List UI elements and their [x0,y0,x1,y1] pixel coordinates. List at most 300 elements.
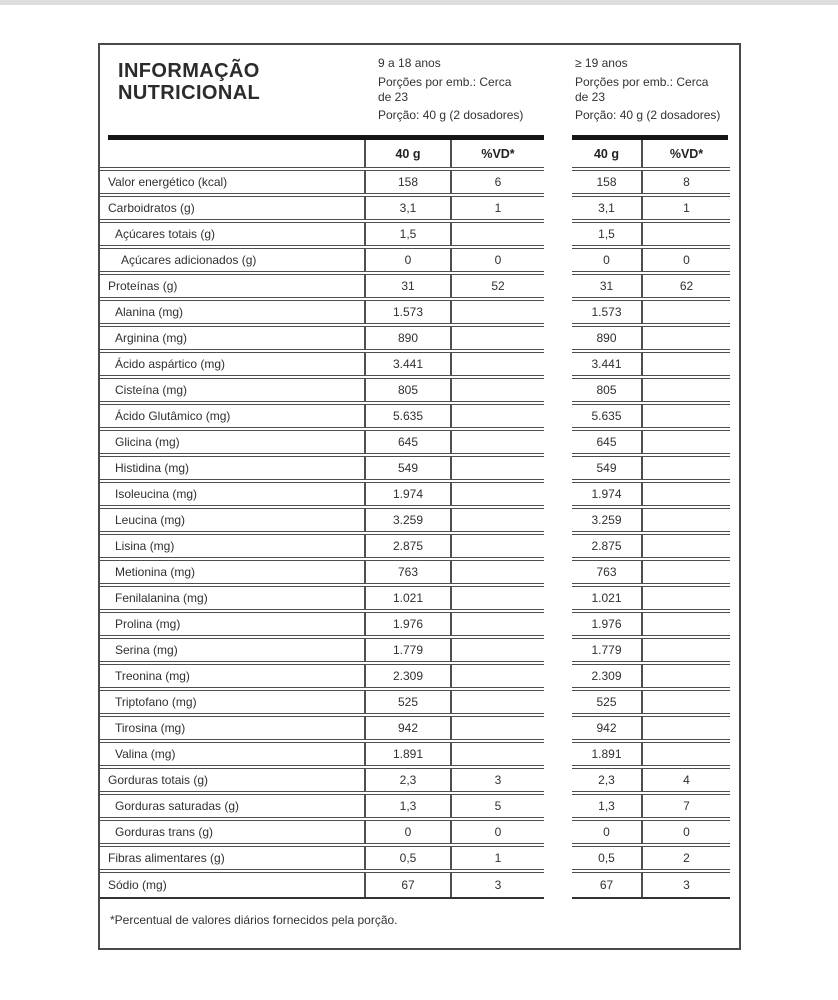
value-g1-amount: 0 [366,249,452,271]
row-segment-right [572,561,730,587]
nutrient-name: Serina (mg) [115,643,178,657]
nutrient-row [100,275,739,301]
value-g2-amount: 3.259 [572,509,643,531]
column-gap [544,249,572,275]
panel-title [118,60,260,104]
row-segment-left [100,197,544,223]
value-g2-amount: 1.573 [572,301,643,323]
column-gap [544,509,572,535]
column-gap [544,301,572,327]
nutrient-name-cell [100,379,366,401]
row-segment-right [572,535,730,561]
nutrient-row [100,457,739,483]
value-g1-vd [452,717,544,739]
value-g1-vd: 3 [494,878,502,892]
nutrient-name: Lisina (mg) [115,539,175,553]
nutrient-row [100,769,739,795]
panel-title-line2: NUTRICIONAL [118,82,261,104]
row-segment-right [572,743,730,769]
nutrient-name: Valor energético (kcal) [108,175,228,189]
nutrient-name: Valina (mg) [115,747,176,761]
nutrient-name-cell [100,665,366,687]
nutrient-name-cell [100,717,366,739]
nutrient-row [100,821,739,847]
value-g1-vd: 0 [494,825,502,839]
column-header-g1-vd: %VD* [481,146,515,161]
value-g2-amount: 805 [572,379,643,401]
column-gap [544,171,572,197]
value-g1-amount: 0 [366,821,452,843]
value-g2-vd: 4 [683,773,690,787]
value-g1-vd [452,613,544,635]
value-g1-amount: 1.021 [366,587,452,609]
row-segment-left [100,743,544,769]
value-g2-vd: 7 [683,799,690,813]
value-g1-vd [452,587,544,609]
row-segment-right [572,613,730,639]
nutrient-name-cell [100,613,366,635]
value-g1-vd [452,639,544,661]
nutrient-name: Alanina (mg) [115,305,184,319]
column-gap [544,587,572,613]
column-header-spacer [100,140,366,167]
nutrient-name: Treonina (mg) [115,669,190,683]
row-segment-left [100,327,544,353]
value-g1-amount: 2.875 [366,535,452,557]
row-segment-left [100,769,544,795]
value-g2-vd [643,691,730,713]
nutrient-name: Prolina (mg) [115,617,181,631]
value-g2-amount: 3.441 [572,353,643,375]
nutrient-row [100,561,739,587]
nutrient-name-cell [100,795,366,817]
column-header-g2-amount: 40 g [572,140,643,167]
nutrition-facts-panel [98,43,741,950]
column-gap [544,821,572,847]
nutrient-name: Metionina (mg) [115,565,196,579]
value-g1-amount: 158 [366,171,452,193]
column-gap [544,140,572,171]
column-gap [544,873,572,899]
value-g1-amount: 1.779 [366,639,452,661]
value-g2-amount: 763 [572,561,643,583]
value-g2-amount: 890 [572,327,643,349]
row-segment-right [572,847,730,873]
age-group-2-servings: Porções por emb.: Cerca de 23 [575,74,709,104]
value-g1-vd: 3 [494,773,502,787]
value-g2-amount: 0,5 [572,847,643,869]
nutrient-name-cell [100,691,366,713]
nutrient-name-cell [100,431,366,453]
column-gap [544,431,572,457]
column-gap [544,223,572,249]
column-gap [544,665,572,691]
row-segment-left [100,535,544,561]
value-g1-amount: 2.309 [366,665,452,687]
column-gap [544,327,572,353]
nutrient-name: Leucina (mg) [115,513,186,527]
value-g2-vd [643,613,730,635]
column-gap [544,691,572,717]
age-group-2-portion: Porção: 40 g (2 dosadores) [575,107,721,122]
value-g2-vd [643,639,730,661]
row-segment-left [100,379,544,405]
nutrient-name-cell [100,873,366,897]
panel-header [100,45,739,135]
row-segment-left [100,431,544,457]
column-gap [544,405,572,431]
nutrient-name-cell [100,587,366,609]
row-segment-right [572,873,730,899]
value-g2-amount: 0 [572,821,643,843]
row-segment-right [572,327,730,353]
value-g2-vd [643,717,730,739]
nutrient-name: Histidina (mg) [115,461,190,475]
panel-title-line1: INFORMAÇÃO [118,60,260,82]
value-g2-amount: 31 [572,275,643,297]
nutrient-name: Ácido aspártico (mg) [115,357,226,371]
value-g1-amount: 5.635 [366,405,452,427]
value-g1-vd [452,561,544,583]
age-group-1-portion: Porção: 40 g (2 dosadores) [378,107,524,122]
row-segment-left [100,249,544,275]
value-g1-vd: 6 [494,175,502,189]
value-g2-amount: 1,3 [572,795,643,817]
row-segment-right [572,301,730,327]
value-g1-amount: 763 [366,561,452,583]
value-g2-vd [643,743,730,765]
value-g1-vd [452,223,544,245]
nutrient-name-cell [100,353,366,375]
column-gap [544,561,572,587]
value-g2-vd: 3 [683,878,690,892]
nutrient-name-cell [100,509,366,531]
column-gap [544,275,572,301]
row-segment-right [572,353,730,379]
value-g1-vd [452,353,544,375]
value-g2-amount: 158 [572,171,643,193]
column-header-g2-vd: %VD* [669,146,704,161]
nutrient-name: Gorduras saturadas (g) [115,799,240,813]
value-g2-vd: 0 [683,253,690,267]
row-segment-left [100,483,544,509]
row-segment-right [572,509,730,535]
nutrient-row [100,301,739,327]
column-gap [544,535,572,561]
nutrient-name: Proteínas (g) [108,279,178,293]
age-group-1-header [378,56,524,123]
value-g2-vd [643,561,730,583]
value-g1-vd: 52 [491,279,505,293]
nutrient-name: Açúcares totais (g) [115,227,216,241]
value-g2-vd [643,223,730,245]
value-g1-vd [452,509,544,531]
photo-edge-top [0,0,838,5]
nutrient-row [100,743,739,769]
row-segment-right [572,821,730,847]
nutrient-name-cell [100,847,366,869]
nutrient-name: Sódio (mg) [108,878,167,892]
value-g2-vd [643,327,730,349]
row-segment-right [572,483,730,509]
nutrient-name: Glicina (mg) [115,435,180,449]
value-g2-amount: 525 [572,691,643,713]
nutrient-row [100,509,739,535]
column-gap [544,795,572,821]
row-segment-right [572,691,730,717]
column-header-row [100,140,739,171]
nutrient-name: Tirosina (mg) [115,721,186,735]
value-g2-vd: 0 [683,825,690,839]
row-segment-left [100,821,544,847]
nutrient-name-cell [100,457,366,479]
nutrient-name: Gorduras totais (g) [108,773,209,787]
nutrient-row [100,223,739,249]
value-g1-vd [452,457,544,479]
nutrient-row [100,405,739,431]
row-segment-right [572,587,730,613]
value-g2-amount: 942 [572,717,643,739]
value-g2-amount: 645 [572,431,643,453]
nutrient-row [100,587,739,613]
nutrient-name-cell [100,743,366,765]
value-g1-vd [452,483,544,505]
row-segment-right [572,275,730,301]
nutrient-row [100,431,739,457]
value-g2-amount: 1.891 [572,743,643,765]
value-g1-amount: 31 [366,275,452,297]
age-group-2-header [575,56,721,123]
value-g1-vd: 0 [494,253,502,267]
value-g2-amount: 1.974 [572,483,643,505]
value-g2-amount: 5.635 [572,405,643,427]
column-gap [544,847,572,873]
value-g2-amount: 2,3 [572,769,643,791]
nutrient-row [100,717,739,743]
value-g2-vd [643,587,730,609]
column-gap [544,483,572,509]
row-segment-right [572,431,730,457]
value-g1-amount: 942 [366,717,452,739]
value-g1-amount: 1.976 [366,613,452,635]
value-g1-vd [452,379,544,401]
value-g1-amount: 3.259 [366,509,452,531]
row-segment-left [100,405,544,431]
row-segment-right [572,639,730,665]
value-g1-amount: 0,5 [366,847,452,869]
nutrient-name: Carboidratos (g) [108,201,195,215]
value-g1-amount: 890 [366,327,452,349]
age-group-1-range: 9 a 18 anos [378,56,441,70]
row-segment-right [572,223,730,249]
nutrient-row [100,691,739,717]
value-g1-amount: 3.441 [366,353,452,375]
value-g1-vd: 1 [494,201,502,215]
value-g1-vd [452,327,544,349]
value-g1-vd [452,665,544,687]
value-g2-vd: 8 [683,175,690,189]
row-segment-right [572,665,730,691]
nutrient-name-cell [100,223,366,245]
age-group-2-range: ≥ 19 anos [575,56,628,70]
value-g1-amount: 645 [366,431,452,453]
value-g2-vd [643,509,730,531]
value-g1-amount: 1,5 [366,223,452,245]
row-segment-left [100,795,544,821]
value-g2-amount: 1.021 [572,587,643,609]
nutrient-name: Gorduras trans (g) [115,825,214,839]
nutrient-row [100,873,739,899]
nutrient-row [100,795,739,821]
nutrient-name: Isoleucina (mg) [115,487,198,501]
nutrient-name: Triptofano (mg) [115,695,197,709]
nutrient-name-cell [100,821,366,843]
value-g2-vd [643,379,730,401]
nutrient-name-cell [100,249,366,271]
value-g2-amount: 549 [572,457,643,479]
row-segment-right [572,457,730,483]
row-segment-left [100,717,544,743]
value-g2-vd [643,353,730,375]
row-segment-left [100,665,544,691]
row-segment-left [100,613,544,639]
column-gap [544,379,572,405]
value-g1-amount: 1.891 [366,743,452,765]
row-segment-right [572,197,730,223]
nutrient-row [100,847,739,873]
nutrient-rows [100,171,739,899]
nutrient-row [100,171,739,197]
row-segment-right [572,379,730,405]
value-g2-vd: 1 [683,201,690,215]
nutrient-name-cell [100,639,366,661]
nutrient-name-cell [100,301,366,323]
row-segment-left [100,691,544,717]
row-segment-left [100,223,544,249]
nutrient-name-cell [100,275,366,297]
nutrient-row [100,197,739,223]
value-g1-vd: 5 [494,799,502,813]
value-g2-vd [643,535,730,557]
value-g1-vd [452,301,544,323]
nutrient-row [100,379,739,405]
value-g2-vd: 2 [683,851,690,865]
nutrient-name-cell [100,483,366,505]
nutrient-name: Fenilalanina (mg) [115,591,208,605]
value-g1-amount: 1.974 [366,483,452,505]
column-gap [544,613,572,639]
nutrient-row [100,613,739,639]
nutrient-name: Arginina (mg) [115,331,188,345]
row-segment-left [100,639,544,665]
nutrient-name-cell [100,197,366,219]
age-group-1-servings: Porções por emb.: Cerca de 23 [378,74,512,104]
nutrient-row [100,639,739,665]
value-g1-amount: 2,3 [366,769,452,791]
nutrient-name-cell [100,171,366,193]
row-segment-left [100,561,544,587]
row-segment-left [100,275,544,301]
row-segment-right [572,795,730,821]
value-g2-amount: 2.875 [572,535,643,557]
value-g1-amount: 525 [366,691,452,713]
row-segment-right [572,405,730,431]
value-g2-amount: 1.976 [572,613,643,635]
column-gap [544,639,572,665]
value-g2-vd [643,301,730,323]
nutrient-row [100,249,739,275]
row-segment-right [572,171,730,197]
value-g2-vd [643,665,730,687]
value-g1-vd [452,535,544,557]
nutrient-name-cell [100,327,366,349]
row-segment-left [100,353,544,379]
row-segment-left [100,301,544,327]
nutrient-row [100,353,739,379]
value-g2-vd [643,431,730,453]
value-g2-vd [643,405,730,427]
value-g1-amount: 67 [366,873,452,897]
value-g2-vd: 62 [679,279,694,293]
nutrient-name: Cisteína (mg) [115,383,188,397]
value-g1-vd [452,691,544,713]
column-gap [544,743,572,769]
value-g2-amount: 0 [572,249,643,271]
value-g2-amount: 1,5 [572,223,643,245]
column-header-g1-amount: 40 g [366,140,452,167]
row-segment-right [572,717,730,743]
column-gap [544,457,572,483]
column-gap [544,717,572,743]
value-g1-amount: 3,1 [366,197,452,219]
nutrient-name-cell [100,769,366,791]
value-g2-vd [643,483,730,505]
value-g1-vd: 1 [494,851,502,865]
column-gap [544,769,572,795]
value-g2-amount: 3,1 [572,197,643,219]
row-segment-left [100,873,544,899]
value-g1-amount: 805 [366,379,452,401]
value-g1-amount: 549 [366,457,452,479]
row-segment-left [100,457,544,483]
nutrient-name-cell [100,535,366,557]
value-g1-vd [452,431,544,453]
value-g2-amount: 67 [572,873,643,897]
value-g1-amount: 1,3 [366,795,452,817]
footnote: *Percentual de valores diários fornecidos pela porção. [110,913,398,927]
value-g2-vd [643,457,730,479]
nutrient-name-cell [100,561,366,583]
value-g2-amount: 1.779 [572,639,643,661]
nutrient-name: Açúcares adicionados (g) [121,253,257,267]
nutrient-row [100,483,739,509]
nutrient-row [100,665,739,691]
nutrient-row [100,327,739,353]
row-segment-left [100,847,544,873]
column-gap [544,353,572,379]
nutrient-name: Fibras alimentares (g) [108,851,225,865]
column-gap [544,197,572,223]
row-segment-left [100,171,544,197]
value-g1-vd [452,405,544,427]
row-segment-left [100,587,544,613]
value-g1-amount: 1.573 [366,301,452,323]
value-g2-amount: 2.309 [572,665,643,687]
nutrient-row [100,535,739,561]
nutrient-name-cell [100,405,366,427]
row-segment-right [572,769,730,795]
nutrient-name: Ácido Glutâmico (mg) [115,409,231,423]
